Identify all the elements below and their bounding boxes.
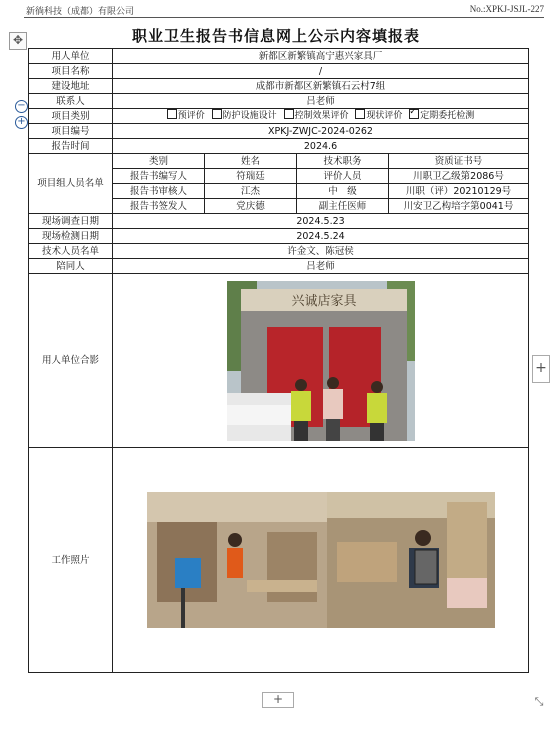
table-row xyxy=(29,79,529,94)
option-protection-design[interactable]: 防护设施设计 xyxy=(212,111,277,121)
table-row xyxy=(29,229,529,244)
option-control-effect[interactable]: 控制效果评价 xyxy=(284,111,349,121)
checkbox-checked[interactable] xyxy=(409,109,419,119)
employer-value[interactable]: 新都区新繁镇高宁惠兴家具厂 xyxy=(113,49,529,64)
work-photo-cell xyxy=(113,448,529,673)
table-row xyxy=(29,124,529,139)
team-label: 项目组人员名单 xyxy=(29,154,113,214)
table-row xyxy=(29,244,529,259)
option-status-assessment[interactable]: 现状评价 xyxy=(355,111,402,121)
team-cell[interactable]: 党庆德 xyxy=(205,199,297,214)
group-photo-cell xyxy=(113,274,529,448)
table-row xyxy=(29,154,529,169)
team-cell[interactable]: 符瑞廷 xyxy=(205,169,297,184)
table-row xyxy=(29,64,529,79)
team-cell[interactable]: 副主任医师 xyxy=(297,199,389,214)
tech-staff-label: 技术人员名单 xyxy=(29,244,113,259)
team-cell[interactable]: 报告书审核人 xyxy=(113,184,205,199)
report-time-label: 报告时间 xyxy=(29,139,113,154)
table-row xyxy=(29,139,529,154)
work-photo[interactable] xyxy=(147,492,495,628)
contact-label: 联系人 xyxy=(29,94,113,109)
survey-date-label: 现场调查日期 xyxy=(29,214,113,229)
team-cell[interactable]: 江杰 xyxy=(205,184,297,199)
checkbox[interactable] xyxy=(284,109,294,119)
project-name-label: 项目名称 xyxy=(29,64,113,79)
employer-label: 用人单位 xyxy=(29,49,113,64)
team-cell[interactable]: 川职（评）20210129号 xyxy=(389,184,529,199)
project-name-value[interactable]: / xyxy=(113,64,529,79)
tech-staff-value[interactable]: 许金文、陈冠侯 xyxy=(113,244,529,259)
table-row xyxy=(29,448,529,673)
project-no-value[interactable]: XPKJ-ZWJC-2024-0262 xyxy=(113,124,529,139)
header-divider xyxy=(24,17,544,18)
page-title: 职业卫生报告书信息网上公示内容填报表 xyxy=(131,27,420,45)
team-header-title: 技术职务 xyxy=(297,154,389,169)
add-column-icon[interactable]: + xyxy=(532,355,550,383)
team-header-cert: 资质证书号 xyxy=(389,154,529,169)
table-row xyxy=(29,49,529,64)
move-icon[interactable]: ✥ xyxy=(9,32,27,50)
table-row xyxy=(29,214,529,229)
shop-sign-text: 兴诚店家具 xyxy=(290,293,357,309)
project-no-label: 项目编号 xyxy=(29,124,113,139)
team-cell[interactable]: 评价人员 xyxy=(297,169,389,184)
table-row xyxy=(29,259,529,274)
team-header-category: 类别 xyxy=(113,154,205,169)
collapse-row-icon[interactable]: − xyxy=(15,100,28,113)
disclosure-form-table xyxy=(28,48,529,673)
contact-value[interactable]: 吕老师 xyxy=(113,94,529,109)
escort-value[interactable]: 吕老师 xyxy=(113,259,529,274)
test-date-value[interactable]: 2024.5.24 xyxy=(113,229,529,244)
address-label: 建设地址 xyxy=(29,79,113,94)
expand-row-icon[interactable]: + xyxy=(15,116,28,129)
project-type-label: 项目类别 xyxy=(29,109,113,124)
project-type-options xyxy=(113,109,529,124)
team-cell[interactable]: 报告书签发人 xyxy=(113,199,205,214)
company-name: 新徜科技（成都）有限公司 xyxy=(26,7,135,17)
option-pre-assessment[interactable]: 预评价 xyxy=(167,111,205,121)
team-cell[interactable]: 报告书编写人 xyxy=(113,169,205,184)
work-photo-label: 工作照片 xyxy=(29,448,113,673)
add-row-icon[interactable]: + xyxy=(262,692,294,708)
test-date-label: 现场检测日期 xyxy=(29,229,113,244)
document-number: No.:XPKJ-JSJL-227 xyxy=(469,4,544,14)
team-cell[interactable]: 川职卫乙级第2086号 xyxy=(389,169,529,184)
checkbox[interactable] xyxy=(167,109,177,119)
group-photo[interactable] xyxy=(227,281,415,441)
table-row xyxy=(29,109,529,124)
team-cell[interactable]: 川安卫乙构培字第0041号 xyxy=(389,199,529,214)
team-header-name: 姓名 xyxy=(205,154,297,169)
table-row xyxy=(29,94,529,109)
checkbox[interactable] xyxy=(212,109,222,119)
resize-icon[interactable]: ⤡ xyxy=(534,695,544,708)
group-photo-label: 用人单位合影 xyxy=(29,274,113,448)
report-time-value[interactable]: 2024.6 xyxy=(113,139,529,154)
table-row xyxy=(29,274,529,448)
checkbox[interactable] xyxy=(355,109,365,119)
survey-date-value[interactable]: 2024.5.23 xyxy=(113,214,529,229)
escort-label: 陪同人 xyxy=(29,259,113,274)
address-value[interactable]: 成都市新都区新繁镇石云村7组 xyxy=(113,79,529,94)
option-periodic-testing[interactable]: ✓ 定期委托检测 xyxy=(409,111,474,121)
team-cell[interactable]: 中 级 xyxy=(297,184,389,199)
